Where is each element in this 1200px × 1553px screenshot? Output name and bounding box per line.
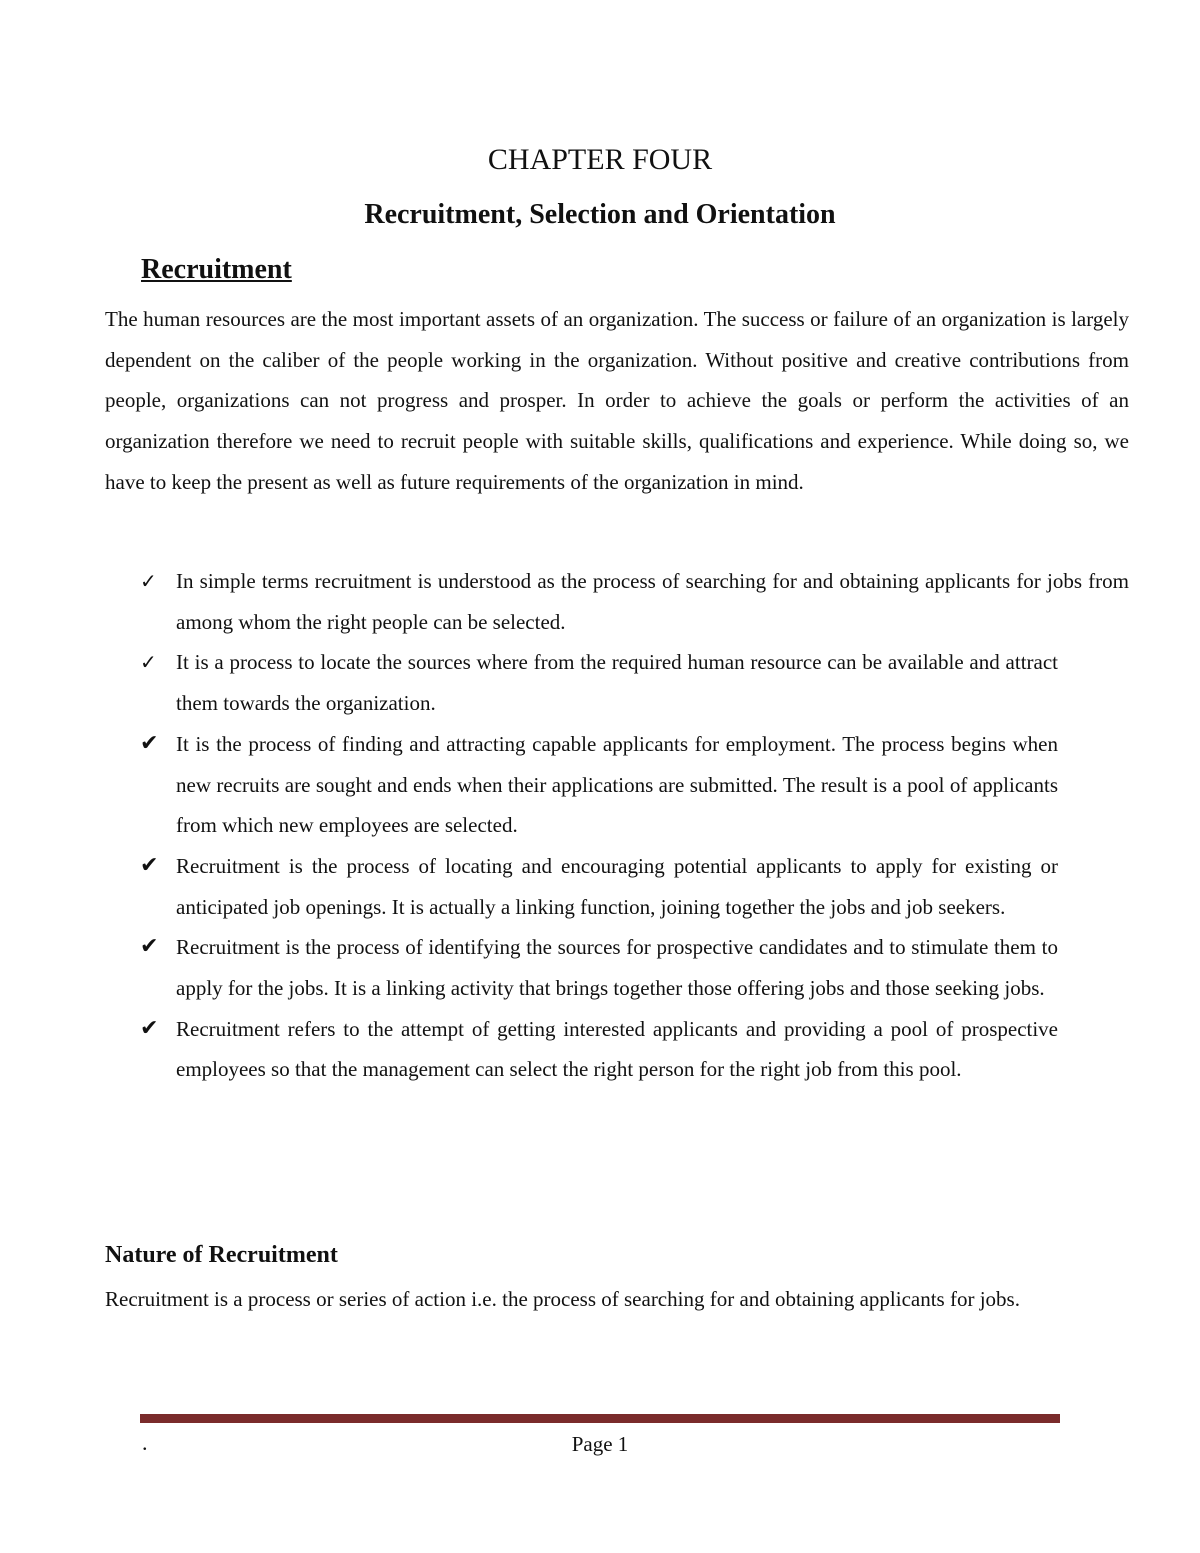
sub-heading-nature: Nature of Recruitment: [105, 1242, 338, 1268]
list-item: [105, 927, 1058, 1008]
list-item: [105, 642, 1058, 723]
chapter-subtitle: Recruitment, Selection and Orientation: [364, 199, 836, 230]
nature-paragraph: Recruitment is a process or series of action i.e. the process of searching for and obtaining applicants for jobs.: [105, 1287, 1020, 1311]
list-item-text: Recruitment refers to the attempt of getting interested applicants and providing a pool of prospective employees so that the management can select the right person for the right job from this pool.: [176, 1016, 1058, 1082]
footer-divider: [140, 1414, 1060, 1423]
footer-left-mark: .: [142, 1430, 148, 1455]
page-number: Page 1: [571, 1432, 629, 1456]
list-item: [105, 846, 1058, 927]
chapter-title: CHAPTER FOUR: [487, 143, 713, 176]
list-item-text: It is a process to locate the sources where from the required human resource can be available and attract them towards the organization.: [176, 650, 1058, 716]
intro-paragraph: The human resources are the most important assets of an organization. The success or failure of an organization is largely dependent on the caliber of the people working in the organization. Without positive and creative contributions from people, organizations can not progress and prosper. In order to achieve the goals or perform the activities of an organization therefore we need to recruit people with suitable skills, qualifications and experience. While doing so, we have to keep the present as well as future requirements of the organization in mind.: [105, 307, 1129, 494]
checkmark-icon: ✔: [140, 852, 159, 878]
checkmark-icon: ✔: [140, 730, 159, 756]
list-item-text: Recruitment is the process of identifying the sources for prospective candidates and to stimulate them to apply for the jobs. It is a linking activity that brings together those offering jobs and those seeking jobs.: [176, 935, 1058, 1001]
section-heading-recruitment: Recruitment: [141, 254, 292, 285]
checkmark-icon: ✔: [140, 934, 159, 960]
list-item-text: Recruitment is the process of locating and encouraging potential applicants to apply for existing or anticipated job openings. It is actually a linking function, joining together the jobs and job seekers.: [176, 853, 1058, 919]
list-item: [105, 724, 1058, 846]
checkmark-icon: ✔: [140, 1015, 159, 1041]
list-item: [105, 1009, 1058, 1090]
list-item-text: It is the process of finding and attracting capable applicants for employment. The process begins when new recruits are sought and ends when their applications are submitted. The result is a pool of applicants from which new employees are selected.: [176, 731, 1058, 838]
list-item: [105, 561, 1129, 642]
checkmark-icon: ✓: [140, 569, 157, 593]
recruitment-checklist: [105, 561, 1129, 1090]
list-item-text: In simple terms recruitment is understood as the process of searching for and obtaining applicants for jobs from among whom the right people can be selected.: [176, 569, 1129, 634]
checkmark-icon: ✓: [140, 650, 157, 675]
